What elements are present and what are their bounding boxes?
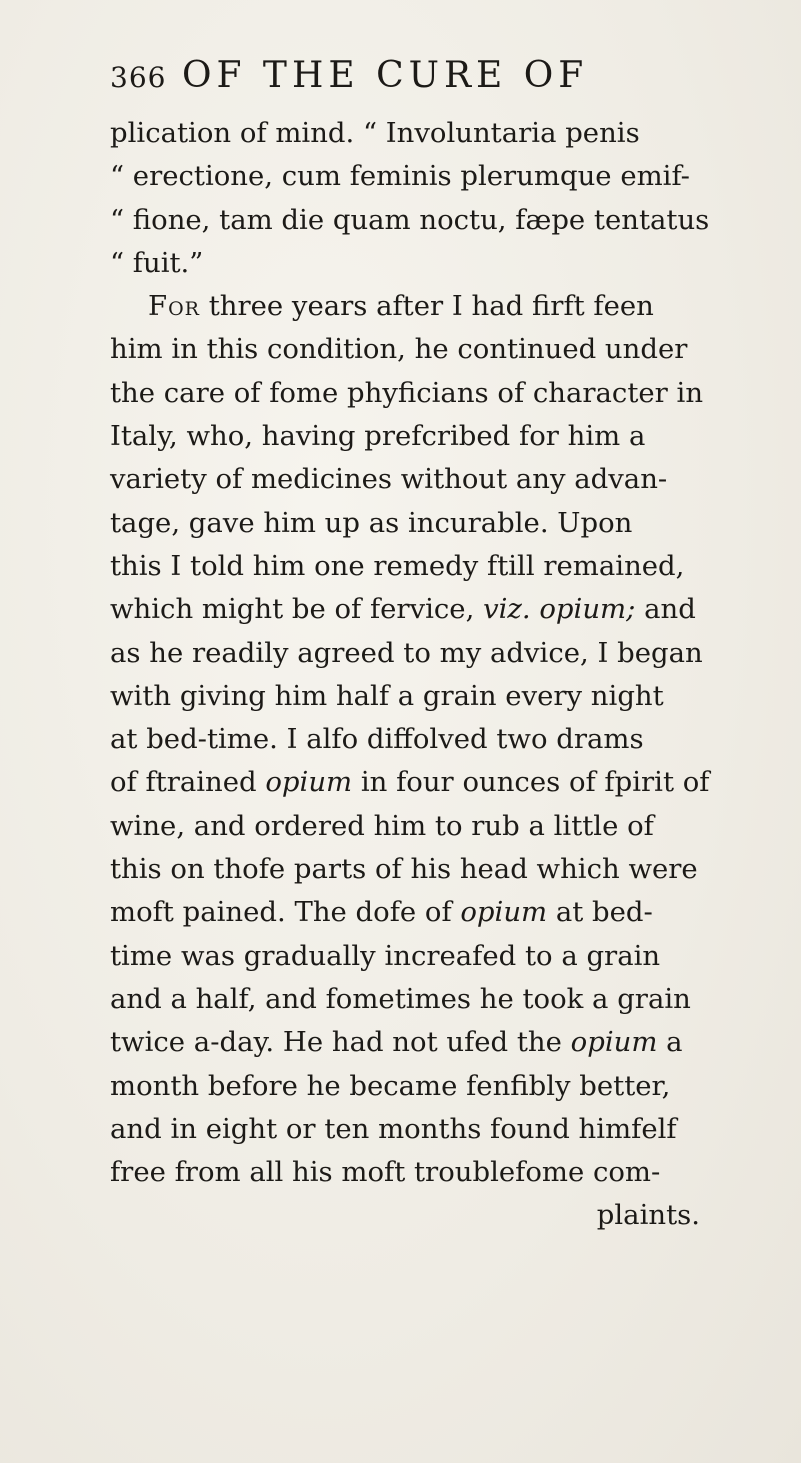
text-line [110, 978, 700, 1021]
text-line [110, 1151, 700, 1194]
text-line [110, 805, 700, 848]
text-line [110, 545, 700, 588]
text-run: tage, gave him up as incurable. Upon [110, 506, 633, 539]
text-run: “ erectione, cum feminis plerumque emif- [110, 160, 690, 193]
text-run: this I told him one remedy ftill remained, [110, 549, 685, 582]
text-line [110, 502, 700, 545]
text-line [110, 112, 700, 155]
text-line [110, 761, 710, 804]
text-run: and [635, 593, 696, 626]
text-run: time was gradually increafed to a grain [110, 939, 661, 972]
text-line [110, 242, 700, 285]
page-number: 366 [110, 61, 167, 94]
text-line [110, 675, 700, 718]
text-run: variety of medicines without any advan- [110, 463, 668, 496]
text-line [110, 458, 700, 501]
text-line [110, 1108, 700, 1151]
text-run: as he readily agreed to my advice, I began [110, 636, 703, 669]
text-line [110, 328, 700, 371]
text-run: and in eight or ten months found himfelf [110, 1112, 677, 1145]
small-caps-word: For [148, 290, 200, 323]
text-line [110, 155, 700, 198]
italic-term: opium [460, 896, 548, 929]
text-line [110, 935, 700, 978]
italic-term: opium [570, 1026, 658, 1059]
text-run: plaints. [596, 1199, 700, 1232]
text-run: plication of mind. “ Involuntaria penis [110, 117, 640, 149]
page-header [110, 55, 730, 99]
text-line [110, 718, 700, 761]
italic-term: viz. opium; [483, 593, 636, 626]
text-line [110, 632, 703, 675]
text-run: him in this condition, he continued under [110, 333, 688, 366]
text-line [110, 285, 700, 328]
text-run: Italy, who, having prefcribed for him a [110, 420, 646, 453]
text-run: “ fuit.” [110, 246, 204, 279]
text-run: twice a-day. He had not ufed the [110, 1026, 571, 1059]
text-run: in four ounces of fpirit of [352, 766, 710, 799]
text-run: and a half, and fometimes he took a grain [110, 982, 691, 1015]
text-run: at bed- [547, 896, 653, 929]
text-line [110, 1021, 700, 1064]
text-run: three years after I had firft feen [199, 290, 654, 323]
text-line [110, 891, 700, 934]
text-run: “ fione, tam die quam noctu, fæpe tentatus [110, 203, 710, 236]
text-line [110, 848, 700, 891]
text-run: wine, and ordered him to rub a little of [110, 809, 654, 842]
text-run: of ftrained [110, 766, 266, 799]
text-run: at bed-time. I alfo diffolved two drams [110, 723, 644, 756]
italic-term: opium [265, 766, 353, 799]
text-line [110, 372, 704, 415]
text-run: moft pained. The dofe of [110, 896, 461, 929]
text-run: this on thofe parts of his head which were [110, 853, 698, 886]
text-run: a [657, 1026, 683, 1059]
text-line [110, 415, 700, 458]
text-run: with giving him half a grain every night [110, 679, 664, 712]
text-line [110, 588, 700, 631]
text-run: month before he became fenfibly better, [110, 1069, 671, 1102]
text-line [110, 199, 710, 242]
text-run: which might be of fervice, [110, 593, 484, 626]
text-run: free from all his moft troublefome com- [110, 1156, 661, 1189]
text-run: the care of fome phyficians of character in [110, 376, 704, 409]
body-text [110, 112, 710, 1238]
running-title: OF THE CURE OF [182, 55, 589, 96]
text-line [110, 1065, 700, 1108]
catchword-line [110, 1194, 700, 1237]
